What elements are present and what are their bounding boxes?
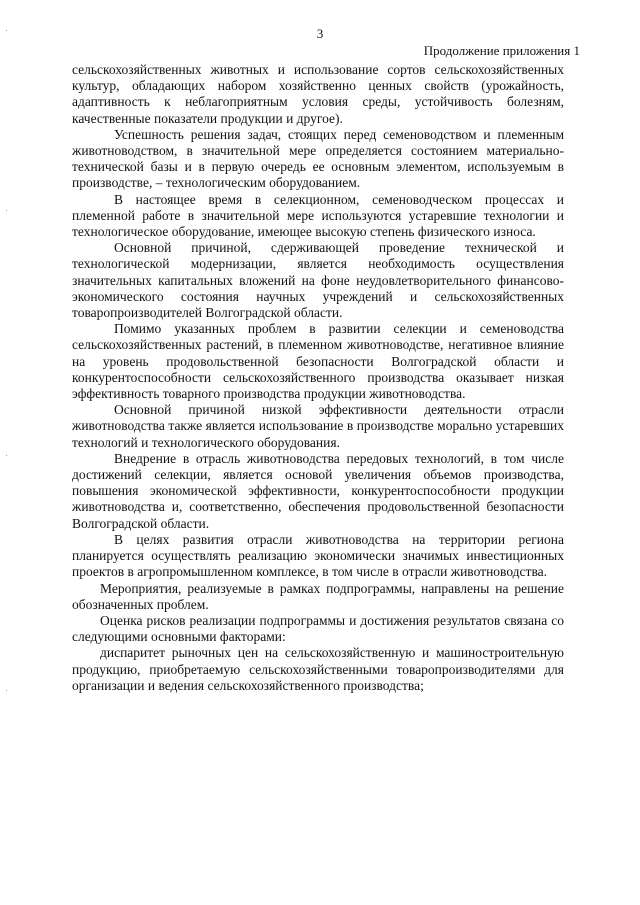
scan-speck	[6, 455, 7, 456]
appendix-continuation-label: Продолжение приложения 1	[423, 43, 580, 58]
scan-speck	[6, 30, 7, 31]
paragraph: Основной причиной, сдерживающей проведение технической и технологической модернизации, является необходимость осуществления значительных капитальных вложений на фоне неудовлетворительного финансово-экономического состояния научных учреждений и сельскохозяйственных товаропроизводителей Волгоградской области.	[72, 240, 564, 321]
paragraph: В настоящее время в селекционном, семеноводческом процессах и племенной работе в значительной мере используются устаревшие технологии и технологическое оборудование, имеющее высокую степень физического износа.	[72, 191, 564, 240]
paragraph: Основной причиной низкой эффективности деятельности отрасли животноводства также является использование в производстве морально устаревших технологий и технологического оборудования.	[72, 402, 564, 450]
paragraph: Внедрение в отрасль животноводства передовых технологий, в том числе достижений селекции, является основой увеличения объемов производства, повышения экономической эффективности, конкурентоспособности продукции животноводства и, соответственно, обеспечения продовольственной безопасности Волгоградской области.	[72, 450, 564, 531]
paragraph: В целях развития отрасли животноводства на территории региона планируется осуществлять реализацию экономически значимых инвестиционных проектов в агропромышленном комплексе, в том числе в отрасли животноводства.	[72, 531, 564, 580]
scan-speck	[6, 210, 7, 211]
page-number: 3	[316, 26, 324, 41]
paragraph: Оценка рисков реализации подпрограммы и достижения результатов связана со следующими основными факторами:	[72, 612, 564, 645]
paragraph: сельскохозяйственных животных и использование сортов сельскохозяйственных культур, обладающих набором хозяйственно ценных свойств (урожайность, адаптивность к неблагоприятным условия среды, устойчивость болезням, качественные показатели продукции и другое).	[72, 62, 564, 126]
paragraph: Мероприятия, реализуемые в рамках подпрограммы, направлены на решение обозначенных проблем.	[72, 580, 564, 612]
paragraph: Помимо указанных проблем в развитии селекции и семеноводства сельскохозяйственных растений, в племенном животноводстве, негативное влияние на уровень продовольственной безопасности Волгоградской области и конкурентоспособности сельскохозяйственного производства оказывает низкая эффективность товарного производства продукции животноводства.	[72, 321, 564, 402]
document-body	[72, 62, 564, 694]
scan-speck	[6, 690, 7, 691]
paragraph: Успешность решения задач, стоящих перед семеноводством и племенным животноводством, в значительной мере определяется состоянием материально-технической базы и в первую очередь ее основным элементом, используемым в производстве, – технологическим оборудованием.	[72, 126, 564, 191]
paragraph: диспаритет рыночных цен на сельскохозяйственную и машиностроительную продукцию, приобретаемую сельскохозяйственными товаропроизводителями для организации и ведения сельскохозяйственного производства;	[72, 645, 564, 693]
